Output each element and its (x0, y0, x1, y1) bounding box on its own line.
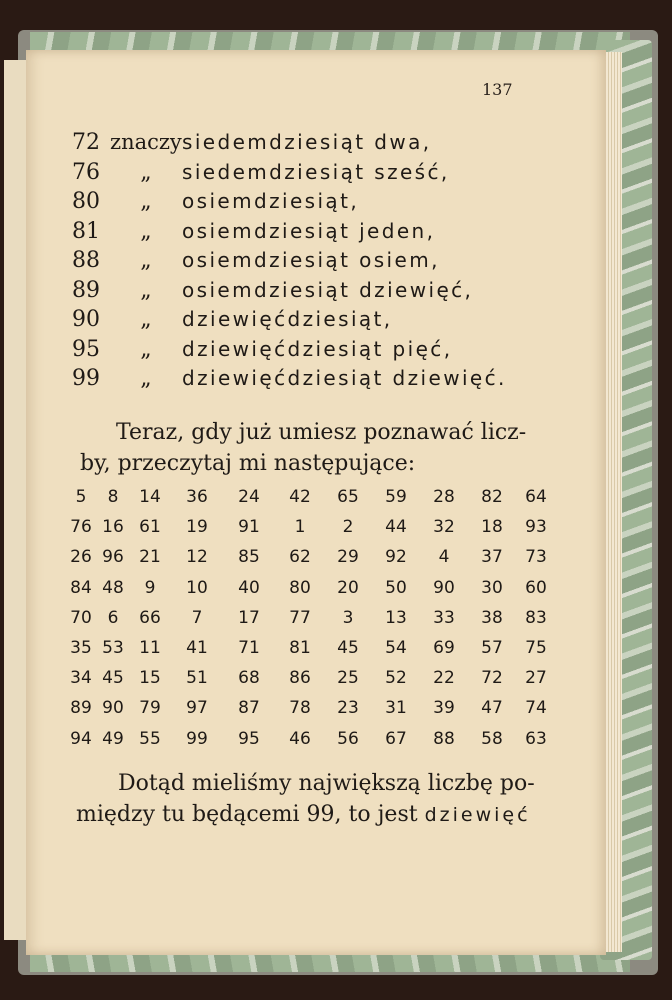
table-cell: 83 (525, 607, 547, 628)
number-word: siedemdziesiąt dwa, (182, 130, 432, 154)
table-cell: 15 (139, 668, 161, 689)
table-row (64, 603, 556, 633)
table-cell: 76 (70, 517, 92, 538)
table-cell: 61 (139, 517, 161, 538)
table-cell: 62 (289, 547, 311, 568)
table-cell: 27 (525, 668, 547, 689)
number-value: 89 (72, 277, 100, 303)
number-table (64, 482, 556, 754)
table-cell: 93 (525, 517, 547, 538)
number-word: dziewięćdziesiąt pięć, (182, 336, 453, 361)
table-cell: 71 (238, 638, 260, 659)
table-cell: 7 (191, 607, 203, 628)
table-cell: 34 (70, 668, 92, 689)
table-cell: 47 (481, 698, 503, 719)
table-cell: 32 (433, 517, 455, 538)
ditto-mark: „ (140, 159, 152, 185)
table-cell: 72 (481, 668, 503, 689)
table-cell: 44 (385, 517, 407, 538)
word-row (72, 307, 532, 337)
table-cell: 9 (144, 577, 156, 598)
table-cell: 3 (342, 607, 354, 628)
table-cell: 75 (525, 638, 547, 659)
table-cell: 58 (481, 728, 503, 749)
word-row (72, 189, 532, 219)
table-cell: 31 (385, 698, 407, 719)
number-word: osiemdziesiąt osiem, (182, 248, 440, 272)
number-word: osiemdziesiąt jeden, (182, 218, 436, 243)
paragraph-line (76, 799, 546, 831)
table-cell: 96 (102, 547, 124, 568)
table-cell: 69 (433, 638, 455, 659)
table-cell: 13 (385, 607, 407, 628)
table-cell: 97 (186, 698, 208, 719)
table-cell: 6 (107, 607, 119, 628)
table-cell: 48 (102, 577, 124, 598)
table-cell: 53 (102, 638, 124, 659)
table-row (64, 633, 556, 663)
table-cell: 91 (238, 517, 260, 538)
table-cell: 2 (342, 517, 354, 538)
number-word: siedemdziesiąt sześć, (182, 159, 450, 184)
table-cell: 59 (385, 487, 407, 508)
table-cell: 19 (186, 517, 208, 538)
table-cell: 17 (238, 607, 260, 628)
table-cell: 74 (525, 698, 547, 719)
number-word: osiemdziesiąt dziewięć, (182, 277, 474, 302)
ditto-mark: „ (140, 277, 152, 303)
table-cell: 12 (186, 547, 208, 568)
number-value: 95 (72, 336, 100, 362)
ditto-mark: „ (140, 248, 152, 273)
word-row (72, 248, 532, 278)
table-cell: 18 (481, 517, 503, 538)
table-cell: 50 (385, 577, 407, 598)
table-row (64, 512, 556, 542)
word-row (72, 278, 532, 308)
table-cell: 94 (70, 728, 92, 749)
table-cell: 8 (107, 487, 119, 508)
table-cell: 11 (139, 638, 161, 659)
table-row (64, 663, 556, 693)
ditto-mark: „ (140, 307, 152, 332)
table-cell: 49 (102, 728, 124, 749)
table-cell: 45 (102, 668, 124, 689)
table-cell: 57 (481, 638, 503, 659)
table-cell: 36 (186, 487, 208, 508)
table-cell: 70 (70, 607, 92, 628)
table-cell: 40 (238, 577, 260, 598)
table-cell: 38 (481, 607, 503, 628)
word-row (72, 160, 532, 190)
table-cell: 67 (385, 728, 407, 749)
table-cell: 90 (102, 698, 124, 719)
ditto-mark: znaczy (110, 130, 182, 154)
paragraph-line: Dotąd mieliśmy największą liczbę po- (118, 771, 535, 796)
word-row (72, 366, 532, 396)
table-cell: 78 (289, 698, 311, 719)
table-cell: 88 (433, 728, 455, 749)
table-cell: 82 (481, 487, 503, 508)
table-cell: 22 (433, 668, 455, 689)
table-cell: 89 (70, 698, 92, 719)
table-cell: 14 (139, 487, 161, 508)
table-cell: 86 (289, 668, 311, 689)
table-cell: 10 (186, 577, 208, 598)
table-row (64, 482, 556, 512)
number-value: 99 (72, 366, 100, 391)
table-cell: 60 (525, 577, 547, 598)
table-cell: 68 (238, 668, 260, 689)
table-row (64, 693, 556, 723)
paragraph-line: Teraz, gdy już umiesz poznawać licz- (116, 420, 527, 445)
table-cell: 52 (385, 668, 407, 689)
table-cell: 35 (70, 638, 92, 659)
table-cell: 99 (186, 728, 208, 749)
table-cell: 21 (139, 547, 161, 568)
table-cell: 4 (438, 547, 450, 568)
table-cell: 42 (289, 487, 311, 508)
table-cell: 63 (525, 728, 547, 749)
table-cell: 55 (139, 728, 161, 749)
ditto-mark: „ (140, 366, 152, 391)
word-row (72, 337, 532, 367)
table-cell: 39 (433, 698, 455, 719)
table-cell: 23 (337, 698, 359, 719)
paragraph-line: by, przeczytaj mi następujące: (80, 451, 416, 476)
table-cell: 51 (186, 668, 208, 689)
number-value: 80 (72, 189, 100, 214)
number-value: 72 (72, 130, 100, 155)
number-word: dziewięćdziesiąt dziewięć. (182, 366, 507, 390)
word-row (72, 219, 532, 249)
table-cell: 24 (238, 487, 260, 508)
number-value: 76 (72, 159, 100, 185)
paragraph-text: między tu będącemi 99, to jest (76, 802, 418, 827)
table-cell: 87 (238, 698, 260, 719)
table-cell: 46 (289, 728, 311, 749)
number-word: dziewięćdziesiąt, (182, 307, 393, 331)
table-cell: 1 (294, 517, 306, 538)
table-cell: 79 (139, 698, 161, 719)
table-cell: 85 (238, 547, 260, 568)
table-cell: 56 (337, 728, 359, 749)
table-cell: 64 (525, 487, 547, 508)
instruction-paragraph (80, 417, 550, 479)
table-cell: 29 (337, 547, 359, 568)
table-cell: 66 (139, 607, 161, 628)
spaced-word: dziewięć (424, 804, 531, 826)
closing-paragraph (76, 768, 546, 831)
number-word: osiemdziesiąt, (182, 189, 360, 213)
table-cell: 73 (525, 547, 547, 568)
table-cell: 16 (102, 517, 124, 538)
ditto-mark: „ (140, 218, 152, 244)
table-cell: 20 (337, 577, 359, 598)
table-row (64, 542, 556, 572)
table-cell: 33 (433, 607, 455, 628)
table-cell: 25 (337, 668, 359, 689)
word-row (72, 130, 532, 160)
table-cell: 65 (337, 487, 359, 508)
table-cell: 26 (70, 547, 92, 568)
table-cell: 95 (238, 728, 260, 749)
table-cell: 81 (289, 638, 311, 659)
table-cell: 30 (481, 577, 503, 598)
number-value: 90 (72, 307, 100, 332)
table-row (64, 573, 556, 603)
table-cell: 5 (75, 487, 87, 508)
table-row (64, 724, 556, 754)
table-cell: 54 (385, 638, 407, 659)
table-cell: 92 (385, 547, 407, 568)
table-cell: 28 (433, 487, 455, 508)
ditto-mark: „ (140, 336, 152, 362)
page-number: 137 (482, 80, 513, 99)
table-cell: 80 (289, 577, 311, 598)
table-cell: 45 (337, 638, 359, 659)
number-value: 81 (72, 218, 100, 244)
table-cell: 77 (289, 607, 311, 628)
table-cell: 84 (70, 577, 92, 598)
table-cell: 37 (481, 547, 503, 568)
table-cell: 90 (433, 577, 455, 598)
number-words-list (72, 130, 532, 396)
number-value: 88 (72, 248, 100, 273)
ditto-mark: „ (140, 189, 152, 214)
table-cell: 41 (186, 638, 208, 659)
